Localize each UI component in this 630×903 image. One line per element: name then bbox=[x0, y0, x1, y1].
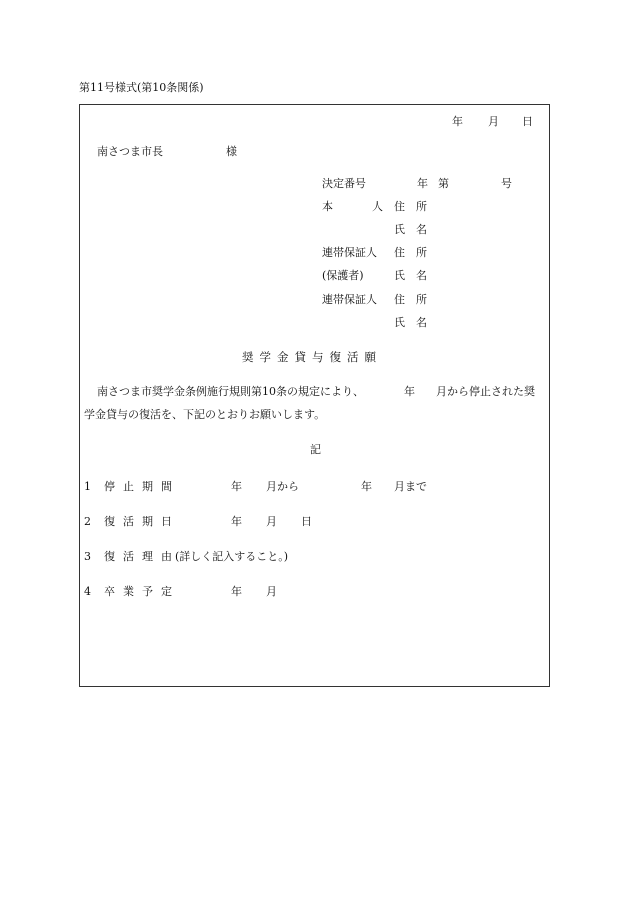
item1-number: 1 bbox=[84, 480, 91, 493]
item4-year: 年 bbox=[231, 585, 242, 598]
item2-label: 復活期日 bbox=[104, 515, 180, 528]
date-month: 月 bbox=[488, 115, 499, 128]
body-line1-b: 月から停止された奨 bbox=[436, 385, 535, 398]
item3-note: (詳しく記入すること。) bbox=[175, 550, 289, 563]
guarantor2-address-label: 住 所 bbox=[394, 293, 427, 306]
body-line1-a: 南さつま市奨学金条例施行規則第10条の規定により、 bbox=[97, 385, 364, 398]
item1-year-to: 年 bbox=[361, 480, 372, 493]
item3-number: 3 bbox=[84, 550, 91, 563]
document-title: 奨学金貸与復活願 bbox=[242, 350, 382, 364]
guarantor1-name-label: 氏 名 bbox=[394, 269, 427, 282]
decision-dai: 第 bbox=[438, 177, 449, 190]
ki-heading: 記 bbox=[310, 443, 321, 456]
guarantor1-sub-label: (保護者) bbox=[322, 269, 364, 282]
item1-year-from: 年 bbox=[231, 480, 242, 493]
addressee-honorific: 様 bbox=[226, 145, 237, 158]
form-number-label: 第11号様式(第10条関係) bbox=[79, 81, 204, 94]
applicant-label-a: 本 bbox=[322, 200, 333, 213]
body-line1-year: 年 bbox=[404, 385, 415, 398]
item4-month: 月 bbox=[266, 585, 277, 598]
item1-label: 停止期間 bbox=[104, 480, 180, 493]
addressee-name: 南さつま市長 bbox=[97, 145, 163, 158]
applicant-name-label: 氏 名 bbox=[394, 223, 427, 236]
applicant-label-b: 人 bbox=[372, 200, 383, 213]
guarantor2-name-label: 氏 名 bbox=[394, 316, 427, 329]
item4-number: 4 bbox=[84, 585, 91, 598]
guarantor2-label: 連帯保証人 bbox=[322, 293, 377, 306]
date-year: 年 bbox=[452, 115, 463, 128]
item2-month: 月 bbox=[266, 515, 277, 528]
decision-go: 号 bbox=[501, 177, 512, 190]
item3-label: 復活理由 bbox=[104, 550, 180, 563]
decision-year: 年 bbox=[417, 177, 428, 190]
decision-number-label: 決定番号 bbox=[322, 177, 366, 190]
date-day: 日 bbox=[522, 115, 533, 128]
guarantor1-address-label: 住 所 bbox=[394, 246, 427, 259]
item2-day: 日 bbox=[301, 515, 312, 528]
item1-month-from: 月から bbox=[266, 480, 299, 493]
applicant-address-label: 住 所 bbox=[394, 200, 427, 213]
item4-label: 卒業予定 bbox=[104, 585, 180, 598]
item2-year: 年 bbox=[231, 515, 242, 528]
guarantor1-label: 連帯保証人 bbox=[322, 246, 377, 259]
item2-number: 2 bbox=[84, 515, 91, 528]
body-line2: 学金貸与の復活を、下記のとおりお願いします。 bbox=[84, 408, 326, 421]
item1-month-to: 月まで bbox=[394, 480, 427, 493]
